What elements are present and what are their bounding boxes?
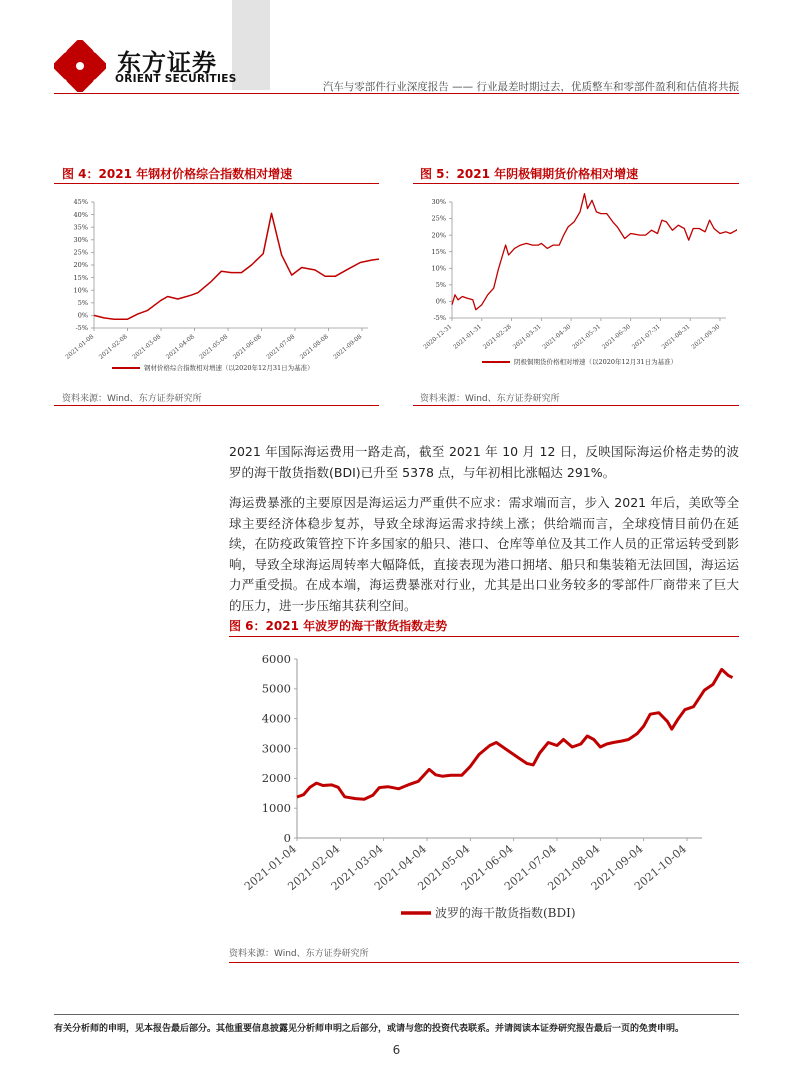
fig4-y-tick-label: 0% [77, 311, 88, 320]
fig4-x-tick-label: 2021-06-08 [231, 333, 263, 361]
fig4-y-tick-label: 20% [73, 261, 88, 270]
fig4-x-tick-label: 2021-04-08 [164, 333, 196, 361]
fig6-title: 图 6：2021 年波罗的海干散货指数走势 [229, 619, 448, 633]
fig4-y-tick-label: 30% [73, 235, 88, 244]
fig4-x-tick-label: 2021-03-08 [131, 333, 163, 361]
fig5-x-tick-label: 2021-08-31 [660, 323, 692, 351]
fig6-x-tick-label: 2021-04-04 [371, 842, 429, 894]
fig4-y-tick-label: 15% [73, 273, 88, 282]
fig4-y-tick-label: 35% [73, 223, 88, 232]
fig4-title: 图 4：2021 年钢材价格综合指数相对增速 [62, 167, 293, 181]
fig6-y-tick-label: 0 [283, 830, 291, 845]
fig4-source: 资料来源：Wind、东方证券研究所 [62, 394, 202, 404]
company-logo [54, 40, 106, 92]
fig5-x-tick-label: 2020-12-31 [422, 323, 454, 351]
footer-divider [54, 1014, 739, 1015]
fig6-x-tick-label: 2021-07-04 [501, 842, 559, 894]
fig5-x-tick-label: 2021-01-31 [452, 323, 484, 351]
fig6-source: 资料来源：Wind、东方证券研究所 [229, 949, 369, 959]
fig5-y-tick-label: 20% [431, 231, 446, 240]
fig4-y-tick-label: 25% [73, 248, 88, 257]
fig6-x-tick-label: 2021-08-04 [545, 842, 603, 894]
fig4-x-tick-label: 2021-02-08 [97, 333, 129, 361]
fig4-x-tick-label: 2021-07-08 [265, 333, 297, 361]
fig5-source: 资料来源：Wind、东方证券研究所 [420, 394, 560, 404]
paragraph-shipping: 海运费暴涨的主要原因是海运运力严重供不应求：需求端而言，步入 2021 年后，美欧等全球主要经济体稳步复苏，导致全球海运需求持续上涨；供给端而言，全球疫情目前仍在延续，在防疫政策管控下许多国家的船只、港口、仓库等单位及其工作人员的正常运转受到影响，导致全球海运周转率大幅降低，直接表现为港口拥堵、船只和集装箱无法回国，海运运力严重受损。在成本端，海运费暴涨对行业，尤其是出口业务较多的零部件厂商带来了巨大的压力，进一步压缩其获利空间。 [229, 495, 739, 613]
fig5-series-line [452, 194, 737, 310]
fig6-y-tick-label: 6000 [261, 651, 291, 666]
fig6-legend-label: 波罗的海干散货指数(BDI) [435, 906, 576, 920]
fig4-y-tick-label: 40% [73, 210, 88, 219]
orient-logo-icon [54, 40, 106, 92]
fig5-x-tick-label: 2021-04-30 [541, 323, 573, 351]
fig6-y-tick-label: 1000 [261, 801, 291, 815]
fig5-x-tick-label: 2021-02-28 [481, 323, 513, 351]
fig5-bottom-rule [413, 405, 739, 406]
fig4-chart [62, 190, 379, 380]
fig6-x-tick-label: 2021-01-04 [241, 842, 299, 894]
fig5-y-tick-label: 15% [431, 247, 446, 256]
company-name-cn: 东方证券 [117, 49, 217, 77]
fig5-y-tick-label: 5% [435, 281, 446, 290]
fig6-x-tick-label: 2021-03-04 [328, 842, 386, 894]
fig5-x-tick-label: 2021-09-30 [690, 323, 722, 351]
fig6-series-line [297, 669, 733, 799]
fig6-y-tick-label: 5000 [261, 681, 291, 696]
report-title: 汽车与零部件行业深度报告 —— 行业最差时期过去，优质整车和零部件盈利和估值将共振 [322, 81, 739, 93]
fig6-y-tick-label: 2000 [261, 771, 291, 786]
fig4-x-tick-label: 2021-08-08 [298, 333, 330, 361]
fig4-y-tick-label: -5% [75, 324, 88, 333]
fig6-x-tick-label: 2021-09-04 [588, 842, 646, 894]
fig4-x-tick-label: 2021-01-08 [64, 333, 96, 361]
page-number: 6 [392, 1043, 401, 1057]
fig6-y-tick-label: 4000 [261, 711, 291, 726]
fig6-x-tick-label: 2021-06-04 [458, 842, 516, 894]
fig4-legend-label: 钢材价格综合指数相对增速（以2020年12月31日为基准） [144, 364, 314, 373]
fig5-y-tick-label: 25% [431, 214, 446, 223]
fig5-y-tick-label: -5% [433, 314, 446, 323]
fig6-top-rule [229, 636, 739, 637]
fig4-x-tick-label: 2021-05-08 [198, 333, 230, 361]
fig6-bottom-rule [229, 962, 739, 963]
fig5-legend-label: 阴极铜期货价格相对增速（以2020年12月31日为基准） [514, 358, 678, 367]
fig6-x-tick-label: 2021-10-04 [631, 842, 689, 894]
fig4-bottom-rule [54, 405, 379, 406]
fig5-top-rule [413, 183, 739, 184]
header-divider [54, 93, 739, 94]
footer-disclaimer: 有关分析师的申明，见本报告最后部分。其他重要信息披露见分析师申明之后部分，或请与您的投资代表联系。并请阅读本证券研究报告最后一页的免责申明。 [54, 1024, 685, 1034]
fig4-y-tick-label: 10% [73, 286, 88, 295]
fig4-series-line [94, 213, 379, 319]
fig5-y-tick-label: 30% [431, 198, 446, 207]
fig4-y-tick-label: 45% [73, 198, 88, 207]
fig5-y-tick-label: 0% [435, 297, 446, 306]
fig6-x-tick-label: 2021-05-04 [415, 842, 473, 894]
paragraph-bdi: 2021 年国际海运费用一路走高，截至 2021 年 10 月 12 日，反映国际海运价格走势的波罗的海干散货指数(BDI)已升至 5378 点，与年初相比涨幅达 291%。 [229, 444, 739, 480]
fig6-x-tick-label: 2021-02-04 [285, 842, 343, 894]
fig6-y-tick-label: 3000 [261, 741, 291, 756]
fig5-x-tick-label: 2021-07-31 [630, 323, 662, 351]
header-gray-bar [232, 0, 270, 90]
fig4-top-rule [54, 183, 379, 184]
fig4-y-tick-label: 5% [77, 298, 88, 307]
fig4-x-tick-label: 2021-09-08 [332, 333, 364, 361]
fig6-chart [229, 640, 739, 940]
fig5-x-tick-label: 2021-05-31 [571, 323, 603, 351]
fig5-x-tick-label: 2021-03-31 [511, 323, 543, 351]
company-name-en: ORIENT SECURITIES [115, 73, 237, 85]
fig5-y-tick-label: 10% [431, 264, 446, 273]
fig5-chart [420, 190, 737, 380]
fig5-x-tick-label: 2021-06-30 [600, 323, 632, 351]
fig5-title: 图 5：2021 年阴极铜期货价格相对增速 [420, 167, 639, 181]
